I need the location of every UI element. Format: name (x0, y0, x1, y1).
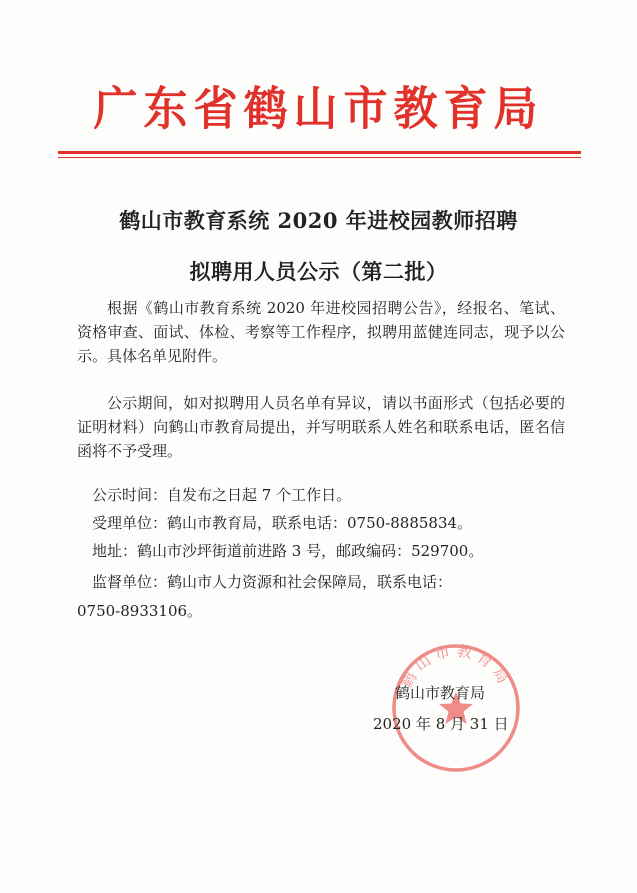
notice-title-line1: 鹤山市教育系统 2020 年进校园教师招聘 (119, 208, 518, 233)
signature-organization: 鹤山市教育局 (395, 684, 486, 702)
notice-paragraph-1: 根据《鹤山市教育系统 2020 年进校园招聘公告》，经报名、笔试、资格审查、面试、体检、考察等工作程序，拟聘用蓝健连同志，现予以公示。具体名单见附件。 (77, 299, 565, 365)
notice-title-line2: 拟聘用人员公示（第二批） (189, 259, 448, 284)
notice-paragraph-2: 公示期间，如对拟聘用人员名单有异议，请以书面形式（包括必要的证明材料）向鹤山市教育局提出，并写明联系人姓名和联系电话，匿名信函将不予受理。 (77, 394, 565, 460)
notice-supervisor-line2: 0750-8933106。 (77, 602, 203, 620)
notice-supervisor-line1: 监督单位：鹤山市人力资源和社会保障局，联系电话： (92, 573, 453, 591)
masthead-rule-thick (58, 151, 581, 154)
masthead-rule-thin (58, 157, 581, 158)
masthead-title: 广东省鹤山市教育局 (93, 82, 544, 137)
official-seal (388, 640, 524, 776)
notice-address: 地址：鹤山市沙坪街道前进路 3 号，邮政编码：529700。 (92, 542, 484, 560)
notice-period: 公示时间：自发布之日起 7 个工作日。 (92, 486, 352, 504)
signature-date: 2020 年 8 月 31 日 (373, 715, 509, 733)
svg-text:鹤山市教育局: 鹤山市教育局 (397, 641, 515, 691)
notice-receiver: 受理单位：鹤山市教育局，联系电话：0750-8885834。 (92, 514, 473, 532)
